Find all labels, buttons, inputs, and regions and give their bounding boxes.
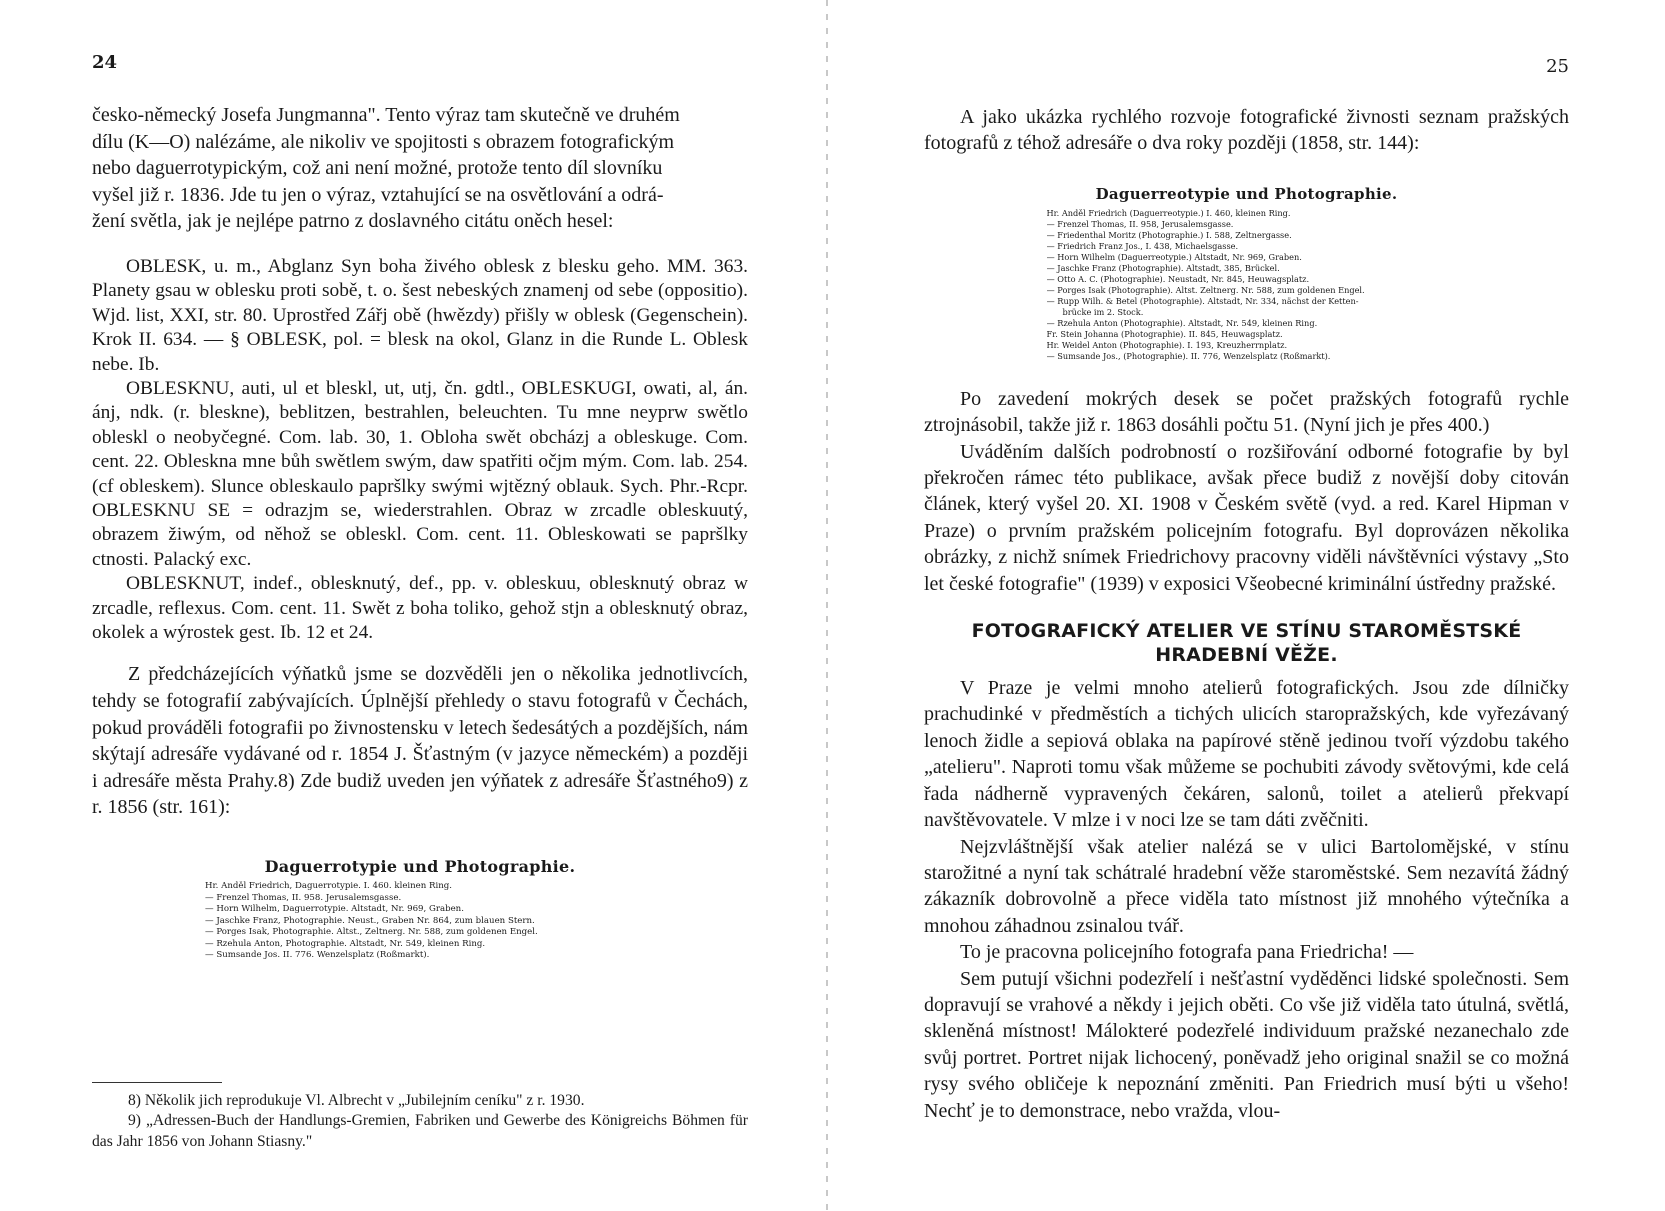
excerpt-row: — Porges Isak, Photographie. Altst., Zeltnerg. Nr. 588, zum goldenen Engel.: [205, 927, 538, 938]
dictionary-entry-obleskun: OBLESKNU, auti, ul et bleskl, ut, utj, čn. gdtl., OBLESKUGI, owati, al, án. ánj, ndk. (r. bleskne), beblitzen, bestrahlen, beleuchten. Tu mne neyprw swětlo obleskl o neobyčegné. Com. lab. 30, 1. Obloha swět obcházj a obleskuge. Com. cent. 22. Obleskna mne bůh swětlem swým, daw spatřiti očjm mým. Com. lab. 254. (cf obleskem). Slunce obleskaulo papršlky swými wjtězný oblauk. Sych. Phr.-Rcpr. OBLESKNU SE = odrazjm se, wiederstrahlen. Obraz w zrcadle obleskuutý, obrazem žiwým, od něhož se obleskl. Com. cent. 11. Obleskowati se papršlky ctnosti. Palacký exc.: [92, 378, 748, 570]
excerpt-row: Hr. Weidel Anton (Photographie). I. 193, Kreuzherrnplatz.: [1046, 339, 1288, 350]
intro-line: vyšel již r. 1836. Jde tu jen o výraz, vztahující se na osvětlování a odrá-: [92, 183, 664, 206]
footnote-rule: [92, 1082, 222, 1083]
paragraph-friedrich: To je pracovna policejního fotografa pana Friedricha! —: [960, 941, 1414, 964]
footnote-8: 8) Několik jich reprodukuje Vl. Albrecht v „Jubilejním ceníku" z r. 1930.: [128, 1091, 585, 1109]
page-gutter: [826, 0, 828, 1211]
paragraph-bartolomejska: Nejzvláštnější však atelier nalézá se v ulici Bartolomějské, v stínu starožitné a nyní tak schátralé hradební věže staroměstské. Sem nezavítá žádný zákazník dobrovolně a přece viděla tato místnost již mnohého výtečníka a mnohou záhadnou zsinalou tvář.: [924, 835, 1569, 937]
paragraph-mokre-desky: Po zavedení mokrých desek se počet pražských fotografů rychle ztrojnásobil, takže již r. 1863 dosáhli počtu 51. (Nyní jich je přes 400.): [924, 387, 1569, 437]
excerpt-row: — Porges Isak (Photographie). Altst. Zeltnerg. Nr. 588, zum goldenen Engel.: [1046, 284, 1365, 295]
excerpt-row: — Friedrich Franz Jos., I. 438, Michaelsgasse.: [1046, 240, 1239, 251]
intro-line: nebo daguerrotypickým, což ani není možné, protože tento díl slovníku: [92, 157, 663, 180]
excerpt-row: — Rupp Wilh. & Betel (Photographie). Altstadt, Nr. 334, nächst der Ketten-: [1046, 295, 1359, 306]
page-number-right: 25: [1546, 56, 1569, 77]
intro-line: žení světla, jak je nejlépe patrno z doslavného citátu oněch hesel:: [92, 210, 614, 233]
right-intro: A jako ukázka rychlého rozvoje fotografické živnosti seznam pražských fotografů z téhož adresáře o dva roky později (1858, str. 144):: [924, 106, 1569, 155]
left-intro: [92, 102, 748, 235]
excerpt-row: Hr. Anděl Friedrich, Daguerrotypie. I. 460. kleinen Ring.: [205, 881, 453, 892]
excerpt-row: — Frenzel Thomas, II. 958. Jerusalemsgasse.: [205, 892, 402, 903]
excerpt-row: brücke im 2. Stock.: [1062, 306, 1144, 317]
intro-line: česko-německý Josefa Jungmanna". Tento výraz tam skutečně ve druhém: [92, 104, 680, 126]
excerpt-heading: Daguerrotypie und Photographie.: [264, 857, 576, 877]
paragraph-ateliery: V Praze je velmi mnoho atelierů fotografických. Jsou zde dílničky prachudinké v předměstích a tichých ulicích staropražských, kde vyřezávaný lenoch židle a sepiová oblaka na papírové stěně jedinou tvoří výzdobu takého „atelieru". Naproti tomu však můžeme se pochubiti závody světovými, kde celá řada nádherně vypravených čekáren, salonů, toilet a atelierů překvapí navštěvovatele. V mlze i v noci lze se tam dáti zvěčniti.: [924, 677, 1569, 832]
excerpt-row: — Sumsande Jos. II. 776. Wenzelsplatz (Roßmarkt).: [205, 950, 430, 961]
excerpt-row: — Rzehula Anton (Photographie). Altstadt, Nr. 549, kleinen Ring.: [1046, 317, 1318, 328]
excerpt-row: — Rzehula Anton, Photographie. Altstadt, Nr. 549, kleinen Ring.: [205, 938, 486, 949]
excerpt-row: — Jaschke Franz, Photographie. Neust., Graben Nr. 864, zum blauen Stern.: [205, 915, 535, 926]
left-page-content: [92, 102, 748, 1152]
excerpt-row: — Friedenthal Moritz (Photographie.) I. 588, Zeltnergasse.: [1046, 229, 1292, 240]
excerpt-row: — Otto A. C. (Photographie). Neustadt, Nr. 845, Heuwagsplatz.: [1046, 273, 1310, 284]
address-excerpt-1856: [205, 857, 635, 962]
paragraph-cesky-svet: Uváděním dalších podrobností o rozšiřování odborné fotografie by byl překročen rámec této publikace, avšak přece budiž z novější doby citován článek, který vyšel 20. XI. 1908 v Českém světě (vyd. a red. Karel Hipman v Praze) o prvním pražském policejním fotografu. Byl doprovázen několika obrázky, z nichž snímek Friedrichovy pracovny viděli návštěvníci výstavy „Sto let české fotografie" (1939) v exposici Všeobecné kriminální ústředny pražské.: [924, 440, 1569, 595]
footnote-9: 9) „Adressen-Buch der Handlungs-Gremien, Fabriken und Gewerbe des Königreichs Böhmen für das Jahr 1856 von Johann Stiasny.": [92, 1112, 748, 1150]
address-excerpt-1858: [1047, 185, 1447, 362]
dictionary-entries: [92, 255, 748, 646]
excerpt-heading: Daguerreotypie und Photographie.: [1095, 184, 1398, 203]
excerpt-row: Fr. Stein Johanna (Photographie). II. 845, Heuwagsplatz.: [1046, 328, 1283, 339]
paragraph-adresare: Z předcházejících výňatků jsme se dozvěděli jen o několika jednotlivcích, tehdy se fotografií zabývajících. Úplnější přehledy o stavu fotografů v Čechách, pokud prováděli fotografii po živnostensku v letech šedesátých a pozdějších, nám skýtají adresáře vydávané od r. 1854 J. Šťastným (v jazyce německém) a později i adresáře města Prahy.8) Zde budiž uveden jen výňatek z adresáře Šťastného9) z r. 1856 (str. 161):: [92, 663, 748, 819]
section-heading: FOTOGRAFICKÝ ATELIER VE STÍNU STAROMĚSTSKÉ HRADEBNÍ VĚŽE.: [971, 620, 1522, 667]
left-page: [0, 0, 822, 1211]
excerpt-row: — Horn Wilhelm, Daguerrotypie. Altstadt, Nr. 969, Graben.: [205, 904, 464, 915]
excerpt-row: — Jaschke Franz (Photographie). Altstadt, 385, Brückel.: [1046, 262, 1280, 273]
paragraph-podezreli: Sem putují všichni podezřelí i nešťastní vyděděnci lidské společnosti. Sem dopravují se vrahové a někdy i jejich oběti. Co vše již viděla tato útulná, světlá, skleněná místnost! Málokteré podezřelé individuum pražské nezanechalo zde svůj portret. Portret nijak lichocený, poněvadž jeho original snažil se co možná rysy svého obličeje k nepoznání změniti. Pan Friedrich musí býti u všeho! Nechť je to demonstrace, nebo vražda, vlou-: [924, 967, 1569, 1122]
excerpt-row: — Sumsande Jos., (Photographie). II. 776, Wenzelsplatz (Roßmarkt).: [1046, 350, 1331, 361]
excerpt-row: — Horn Wilhelm (Daguerreotypie.) Altstadt, Nr. 969, Graben.: [1046, 251, 1302, 262]
excerpt-row: Hr. Anděl Friedrich (Daguerreotypie.) I. 460, kleinen Ring.: [1046, 207, 1291, 218]
page-number-left: 24: [92, 52, 118, 73]
right-page: [832, 0, 1665, 1211]
right-page-content: [924, 104, 1569, 1124]
dictionary-entry-oblesknut: OBLESKNUT, indef., oblesknutý, def., pp. v. obleskuu, oblesknutý obraz w zrcadle, reflexus. Com. cent. 11. Swět z boha toliko, gehož stjn a oblesknutý obraz, okolek a wýrostek gest. Ib. 12 et 24.: [92, 573, 748, 644]
intro-line: dílu (K—O) nalézáme, ale nikoliv ve spojitosti s obrazem fotografickým: [92, 130, 675, 153]
dictionary-entry-oblesk: OBLESK, u. m., Abglanz Syn boha živého oblesk z blesku geho. MM. 363. Planety gsau w oblesku proti sobě, t. o. šest nebeských znamenj od sebe (oppositio). Wjd. list, XXI, str. 80. Uprostřed Zářj obě (hwězdy) přišly w oblesk (Gegenschein). Krok II. 634. — § OBLESK, pol. = blesk na okol, Glanz in die Runde L. Oblesk nebe. Ib.: [92, 255, 748, 375]
excerpt-row: — Frenzel Thomas, II. 958, Jerusalemsgasse.: [1046, 218, 1234, 229]
